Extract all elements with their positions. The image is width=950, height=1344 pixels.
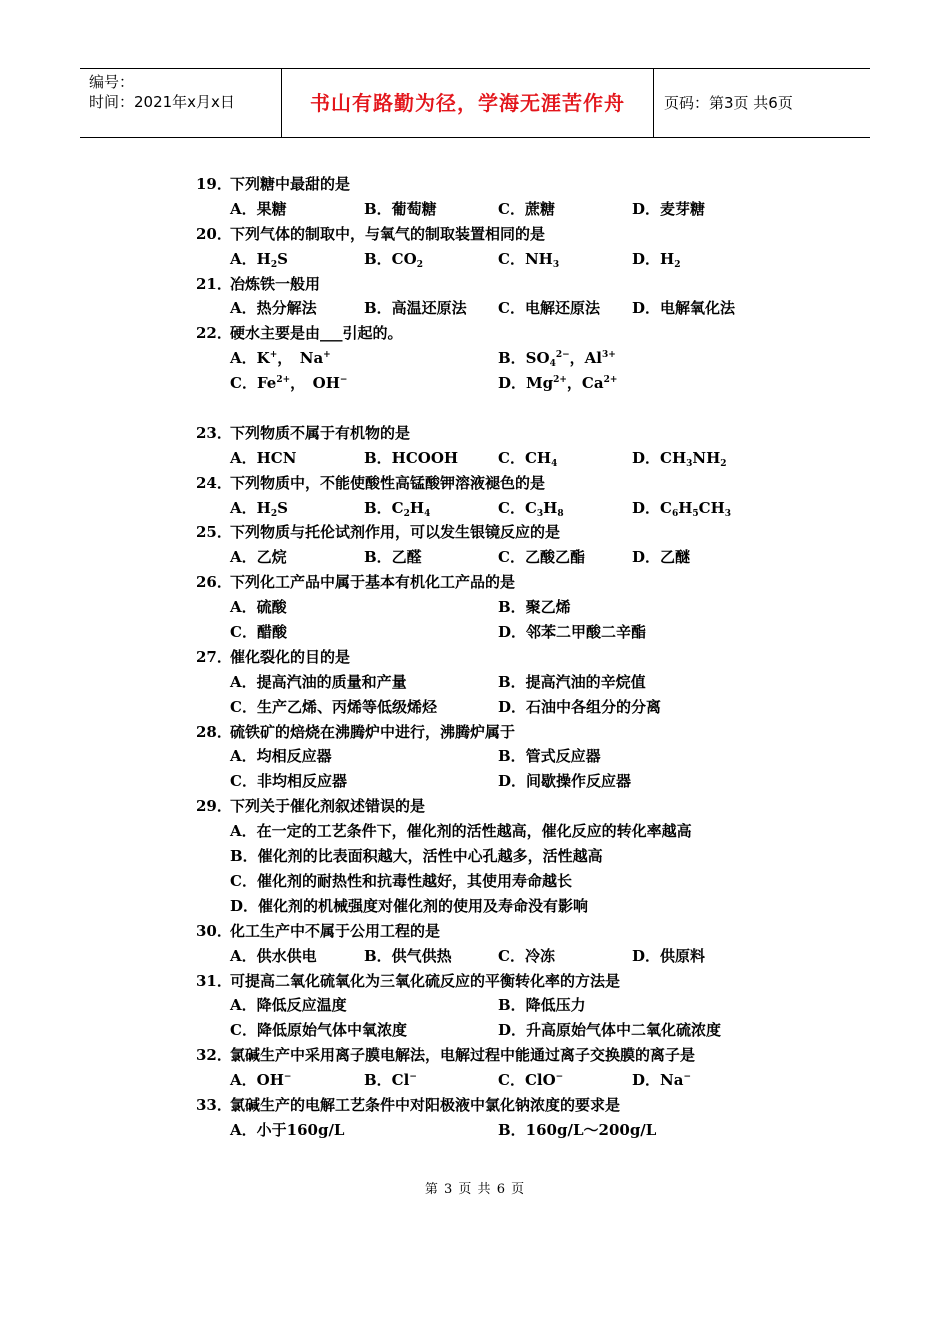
option-row — [196, 197, 796, 222]
question-text: 冶炼铁一般用 — [230, 274, 321, 293]
answer-option: A．降低反应温度 — [230, 996, 347, 1015]
question-text: 化工生产中不属于公用工程的是 — [230, 921, 441, 940]
option-row — [196, 1068, 796, 1093]
answer-option: A．K+， Na+ — [230, 349, 331, 368]
question-text: 下列物质中，不能使酸性高锰酸钾溶液褪色的是 — [230, 473, 546, 492]
answer-option: C．$Fe^{2+}$， OH− — [230, 374, 348, 393]
answer-option: A．提高汽油的质量和产量 — [230, 672, 407, 691]
question-number: 27． — [196, 647, 232, 666]
answer-option: C．蔗糖 — [498, 199, 555, 218]
answer-option: B．管式反应器 — [498, 747, 601, 766]
answer-option: B．供气供热 — [364, 946, 452, 965]
question-stem — [196, 421, 796, 446]
option-row — [196, 296, 796, 321]
answer-option: B．提高汽油的辛烷值 — [498, 672, 646, 691]
answer-option: A．均相反应器 — [230, 747, 332, 766]
answer-option: A．小于160g/L — [230, 1120, 345, 1139]
answer-option: D．供原料 — [632, 946, 706, 965]
question-number: 21． — [196, 274, 232, 293]
question-number: 23． — [196, 423, 232, 442]
question-text: 氯碱生产中采用离子膜电解法，电解过程中能通过离子交换膜的离子是 — [230, 1046, 696, 1065]
answer-option: A．$H_2S$ — [230, 498, 288, 519]
question-number: 31． — [196, 971, 232, 990]
answer-option: A．果糖 — [230, 199, 287, 218]
option-row — [196, 247, 796, 272]
answer-option: A．硫酸 — [230, 598, 287, 617]
answer-option: D．$CH_3NH_2$ — [632, 448, 727, 469]
answer-option: C．$C_3H_8$ — [498, 498, 564, 519]
answer-option: C．ClO− — [498, 1071, 564, 1090]
answer-option: C．$NH_3$ — [498, 249, 560, 270]
answer-option: B．HCOOH — [364, 448, 459, 467]
question-stem — [196, 471, 796, 496]
option-row — [196, 819, 796, 844]
option-row — [196, 869, 796, 894]
answer-option: D．间歇操作反应器 — [498, 772, 632, 791]
question-text: 氯碱生产的电解工艺条件中对阳极液中氯化钠浓度的要求是 — [230, 1095, 621, 1114]
question-number: 26． — [196, 573, 232, 592]
question-text: 下列关于催化剂叙述错误的是 — [230, 797, 426, 816]
option-row — [196, 595, 796, 620]
question-number: 25． — [196, 523, 232, 542]
answer-option: B．160g/L～200g/L — [498, 1120, 657, 1139]
question-number: 22． — [196, 324, 232, 343]
answer-option: B．$SO_4^{2-}$，$Al^{3+}$ — [498, 349, 616, 370]
option-row — [196, 670, 796, 695]
question-text: 硫铁矿的焙烧在沸腾炉中进行，沸腾炉属于 — [230, 722, 516, 741]
question-stem — [196, 321, 796, 346]
question-number: 32． — [196, 1046, 232, 1065]
answer-option: D．石油中各组分的分离 — [498, 697, 662, 716]
answer-option: B．葡萄糖 — [364, 199, 437, 218]
answer-option: D．催化剂的机械强度对催化剂的使用及寿命没有影响 — [230, 896, 589, 915]
answer-option: A．HCN — [230, 448, 297, 467]
page-footer: 第 3 页 共 6 页 — [424, 1182, 526, 1197]
question-stem — [196, 720, 796, 745]
option-row — [196, 496, 796, 521]
answer-option: D．$Mg^{2+}$，$Ca^{2+}$ — [498, 374, 618, 393]
question-number: 24． — [196, 473, 232, 492]
question-stem — [196, 570, 796, 595]
question-stem — [196, 1043, 796, 1068]
option-row — [196, 1118, 796, 1143]
question-number: 33． — [196, 1095, 232, 1114]
answer-option: A．在一定的工艺条件下，催化剂的活性越高，催化反应的转化率越高 — [230, 822, 692, 841]
question-text: 下列糖中最甜的是 — [230, 175, 351, 193]
answer-option: B．聚乙烯 — [498, 598, 571, 617]
question-stem — [196, 222, 796, 247]
question-stem — [196, 520, 796, 545]
question-number: 30． — [196, 921, 232, 940]
answer-option: D．乙醚 — [632, 548, 691, 567]
answer-option: C．乙酸乙酯 — [498, 548, 585, 567]
question-text: 下列物质不属于有机物的是 — [230, 423, 411, 442]
answer-option: C．催化剂的耐热性和抗毒性越好，其使用寿命越长 — [230, 871, 572, 890]
option-row — [196, 346, 796, 371]
option-row — [196, 1018, 796, 1043]
answer-option: B．乙醛 — [364, 548, 422, 567]
answer-option: C．醋酸 — [230, 623, 287, 642]
header-meta — [80, 69, 282, 137]
answer-option: A．$H_2S$ — [230, 249, 288, 270]
answer-option: C．电解还原法 — [498, 299, 600, 318]
answer-option: A．供水供电 — [230, 946, 317, 965]
answer-option: D．Na− — [632, 1071, 691, 1090]
answer-option: B．$C_2H_4$ — [364, 498, 431, 519]
option-row — [196, 446, 796, 471]
answer-option: B．Cl− — [364, 1071, 417, 1090]
question-stem — [196, 919, 796, 944]
answer-option: D．升高原始气体中二氧化硫浓度 — [498, 1021, 722, 1040]
question-text: 下列化工产品中属于基本有机化工产品的是 — [230, 573, 516, 592]
question-list — [196, 172, 796, 1143]
answer-option: D．麦芽糖 — [632, 199, 706, 218]
question-number: 20． — [196, 224, 232, 243]
answer-option: B．降低压力 — [498, 996, 586, 1015]
question-text: 催化裂化的目的是 — [230, 647, 351, 666]
option-row — [196, 944, 796, 969]
question-text: 可提高二氧化硫氧化为三氧化硫反应的平衡转化率的方法是 — [230, 971, 621, 990]
question-stem — [196, 1093, 796, 1118]
answer-option: A．乙烷 — [230, 548, 287, 567]
answer-option: D．电解氧化法 — [632, 299, 736, 318]
question-text: 下列气体的制取中，与氧气的制取装置相同的是 — [230, 224, 546, 243]
question-stem — [196, 172, 796, 197]
answer-option: B．催化剂的比表面积越大，活性中心孔越多，活性越高 — [230, 847, 603, 866]
answer-option: D．$H_2$ — [632, 249, 681, 270]
header-page-info: 页码：第3页 共6页 — [664, 94, 793, 112]
answer-option: C．冷冻 — [498, 946, 555, 965]
option-row — [196, 695, 796, 720]
answer-option: D．邻苯二甲酸二辛酯 — [498, 623, 647, 642]
page-header — [80, 68, 870, 138]
answer-option: B．$CO_2$ — [364, 249, 423, 270]
blank-spacer — [196, 396, 796, 421]
answer-option: C．降低原始气体中氧浓度 — [230, 1021, 407, 1040]
answer-option: D．$C_6H_5CH_3$ — [632, 498, 732, 519]
question-number: 29． — [196, 797, 232, 816]
question-stem — [196, 645, 796, 670]
option-row — [196, 769, 796, 794]
header-motto: 书山有路勤为径，学海无涯苦作舟 — [282, 69, 654, 137]
option-row — [196, 993, 796, 1018]
option-row — [196, 620, 796, 645]
question-text: 硬水主要是由___引起的。 — [230, 324, 403, 343]
option-row — [196, 844, 796, 869]
answer-option: C．生产乙烯、丙烯等低级烯烃 — [230, 697, 437, 716]
question-stem — [196, 272, 796, 297]
option-row — [196, 894, 796, 919]
answer-option: A．热分解法 — [230, 299, 317, 318]
answer-option: B．高温还原法 — [364, 299, 467, 318]
option-row — [196, 371, 796, 396]
answer-option: C．非均相反应器 — [230, 772, 347, 791]
option-row — [196, 545, 796, 570]
header-code-label: 编号： — [89, 73, 135, 91]
option-row — [196, 744, 796, 769]
question-stem — [196, 969, 796, 994]
question-number: 28． — [196, 722, 232, 741]
header-time-label: 时间：2021年x月x日 — [89, 93, 235, 111]
question-stem — [196, 794, 796, 819]
question-text: 下列物质与托伦试剂作用，可以发生银镜反应的是 — [230, 523, 561, 542]
answer-option: C．$CH_4$ — [498, 448, 558, 469]
question-number: 19． — [196, 175, 232, 193]
answer-option: A．OH− — [230, 1071, 292, 1090]
